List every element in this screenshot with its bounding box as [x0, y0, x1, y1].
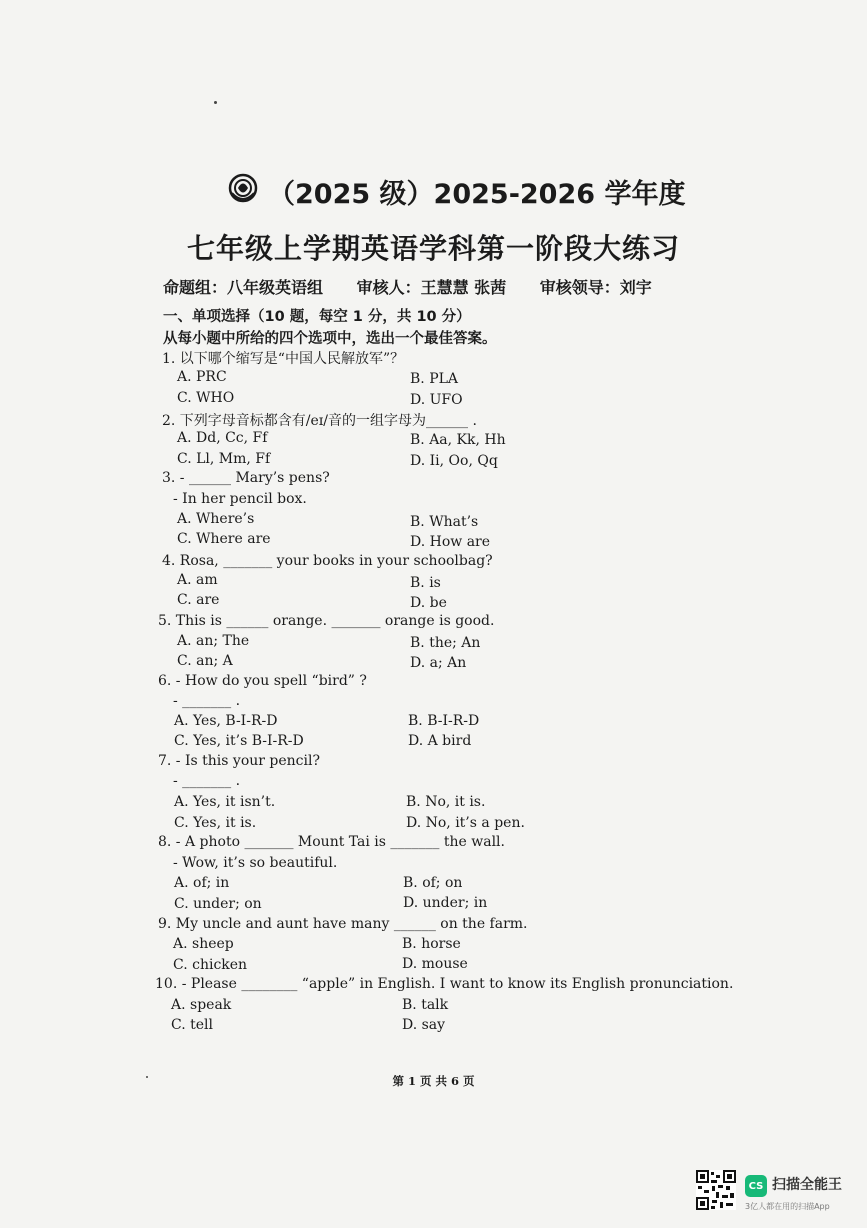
- question-dialogue-line: - _______ .: [173, 693, 241, 709]
- answer-option: C. Yes, it is.: [174, 815, 257, 831]
- answer-option: D. A bird: [408, 733, 472, 749]
- question-stem: 1. 以下哪个缩写是“中国人民解放军”？: [162, 351, 405, 367]
- answer-option: A. Where’s: [177, 511, 255, 527]
- section-instruction: 从每小题中所给的四个选项中，选出一个最佳答案。: [163, 331, 497, 347]
- question-stem: 10. - Please ________ “apple” in English. I want to know its English pronunciation.: [155, 976, 734, 992]
- exam-title-line2: 七年级上学期英语学科第一阶段大练习: [186, 232, 680, 265]
- answer-option: B. PLA: [410, 371, 459, 387]
- question-stem: 3. - ______ Mary’s pens?: [162, 470, 330, 486]
- answer-option: B. horse: [402, 936, 461, 952]
- school-logo-icon: [228, 173, 258, 210]
- answer-option: A. speak: [171, 997, 232, 1013]
- answer-option: B. Aa, Kk, Hh: [410, 432, 506, 448]
- scanner-app-name: 扫描全能王: [772, 1177, 842, 1193]
- question-stem: 8. - A photo _______ Mount Tai is _______ the wall.: [158, 834, 505, 850]
- question-dialogue-line: - _______ .: [173, 773, 241, 789]
- review-leader: 审核领导：刘宇: [539, 278, 652, 297]
- question-stem: 4. Rosa, _______ your books in your schoolbag?: [162, 553, 493, 569]
- answer-option: D. How are: [410, 534, 491, 550]
- answer-option: C. are: [177, 592, 220, 608]
- answer-option: A. Yes, B-I-R-D: [174, 713, 278, 729]
- answer-option: A. am: [177, 572, 218, 588]
- answer-option: C. Yes, it’s B-I-R-D: [174, 733, 304, 749]
- answer-option: A. Dd, Cc, Ff: [177, 430, 268, 446]
- answer-option: A. PRC: [177, 369, 227, 385]
- question-stem: 9. My uncle and aunt have many ______ on the farm.: [158, 916, 528, 932]
- answer-option: C. an; A: [177, 653, 233, 669]
- exam-title-line1: （2025 级）2025-2026 学年度: [228, 172, 658, 216]
- answer-option: C. Where are: [177, 531, 271, 547]
- question-stem: 2. 下列字母音标都含有/eɪ/音的一组字母为______ .: [162, 413, 477, 429]
- answer-option: C. WHO: [177, 390, 235, 406]
- answer-option: C. chicken: [173, 957, 248, 973]
- answer-option: A. Yes, it isn’t.: [174, 794, 276, 810]
- answer-option: D. mouse: [402, 956, 468, 972]
- answer-option: C. tell: [171, 1017, 213, 1033]
- answer-option: B. of; on: [403, 875, 463, 891]
- answer-option: D. a; An: [410, 655, 467, 671]
- question-stem: 5. This is ______ orange. _______ orange is good.: [158, 613, 495, 629]
- proposer-group: 命题组：八年级英语组: [163, 278, 324, 297]
- answer-option: D. No, it’s a pen.: [406, 815, 525, 831]
- question-dialogue-line: - Wow, it’s so beautiful.: [173, 855, 338, 871]
- answer-option: B. talk: [402, 997, 449, 1013]
- question-stem: 7. - Is this your pencil?: [158, 753, 320, 769]
- camscanner-logo-icon: CS: [745, 1175, 767, 1197]
- answer-option: D. be: [410, 595, 447, 611]
- answer-option: A. an; The: [177, 633, 250, 649]
- answer-option: B. What’s: [410, 514, 479, 530]
- qr-code-icon: [696, 1170, 736, 1210]
- answer-option: D. say: [402, 1017, 446, 1033]
- answer-option: A. sheep: [173, 936, 234, 952]
- answer-option: D. under; in: [403, 895, 488, 911]
- page-footer: 第 1 页 共 6 页: [392, 1074, 475, 1088]
- answer-option: D. UFO: [410, 392, 463, 408]
- section-heading: 一、单项选择（10 题，每空 1 分，共 10 分）: [163, 309, 471, 325]
- exam-meta: [163, 275, 680, 298]
- answer-option: B. the; An: [410, 635, 481, 651]
- question-stem: 6. - How do you spell “bird” ?: [158, 673, 367, 689]
- answer-option: C. under; on: [174, 896, 262, 912]
- answer-option: D. Ii, Oo, Qq: [410, 453, 498, 469]
- answer-option: B. B-I-R-D: [408, 713, 480, 729]
- reviewers: 审核人：王慧慧 张茜: [356, 278, 507, 297]
- answer-option: B. No, it is.: [406, 794, 486, 810]
- answer-option: B. is: [410, 575, 441, 591]
- scanner-tagline: 3亿人都在用的扫描App: [745, 1202, 830, 1211]
- answer-option: A. of; in: [174, 875, 230, 891]
- question-dialogue-line: - In her pencil box.: [173, 491, 307, 507]
- scan-speck: [214, 101, 217, 104]
- answer-option: C. Ll, Mm, Ff: [177, 451, 271, 467]
